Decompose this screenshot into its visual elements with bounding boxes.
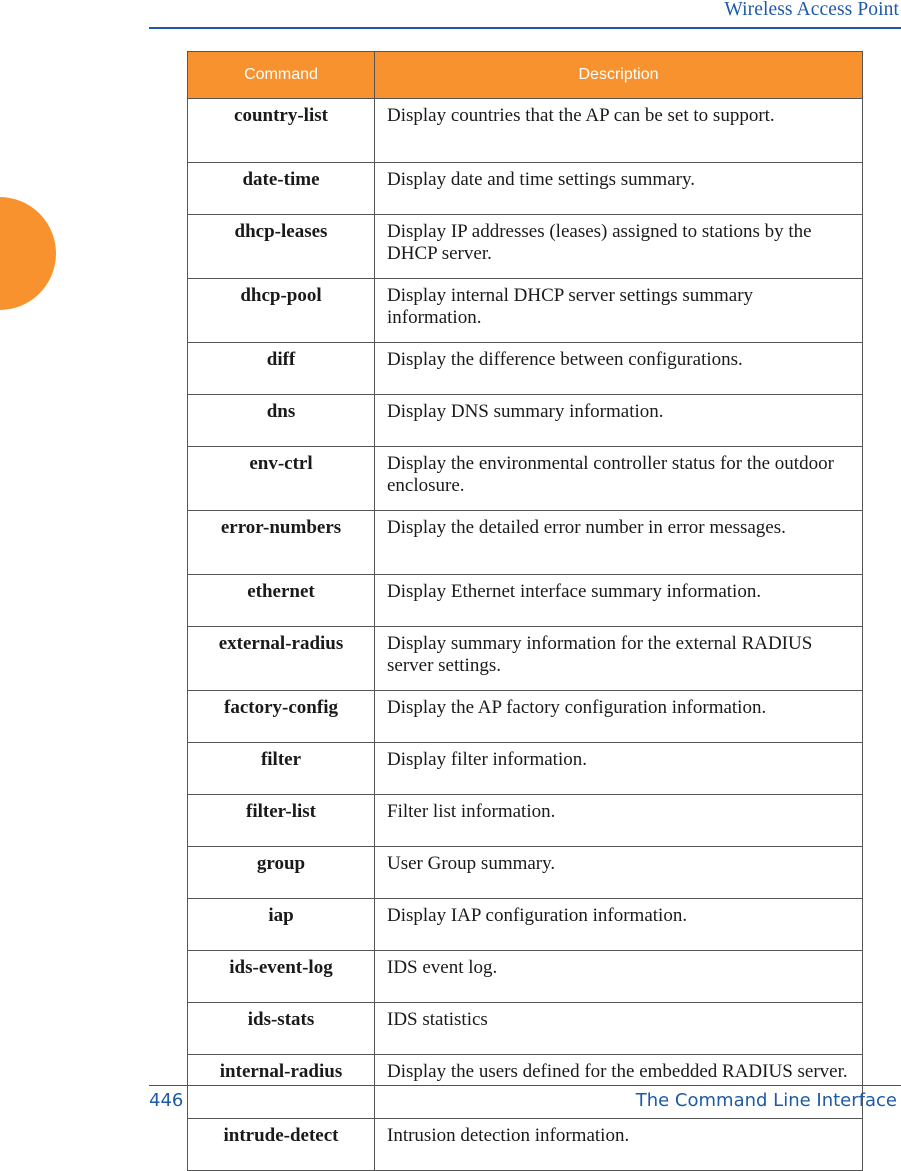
page-number: 446: [149, 1090, 184, 1111]
command-cell: iap: [188, 899, 375, 951]
description-cell: Display IP addresses (leases) assigned to stations by the DHCP server.: [375, 215, 863, 279]
table-row: [188, 215, 863, 279]
command-table: [187, 51, 863, 1171]
table-row: [188, 951, 863, 1003]
command-cell: dhcp-pool: [188, 279, 375, 343]
command-cell: country-list: [188, 99, 375, 163]
command-cell: error-numbers: [188, 511, 375, 575]
footer-divider: [149, 1085, 901, 1086]
description-cell: IDS statistics: [375, 1003, 863, 1055]
table-row: [188, 99, 863, 163]
footer-section-title: The Command Line Interface: [635, 1090, 897, 1111]
table-row: [188, 511, 863, 575]
command-cell: filter-list: [188, 795, 375, 847]
command-cell: env-ctrl: [188, 447, 375, 511]
chapter-tab-marker: [0, 197, 56, 310]
command-cell: internal-radius: [188, 1055, 375, 1119]
command-cell: diff: [188, 343, 375, 395]
table-row: [188, 1119, 863, 1171]
table-row: [188, 627, 863, 691]
description-cell: Display the AP factory configuration information.: [375, 691, 863, 743]
description-cell: Intrusion detection information.: [375, 1119, 863, 1171]
column-header-command: Command: [188, 52, 375, 99]
command-cell: external-radius: [188, 627, 375, 691]
table-row: [188, 447, 863, 511]
command-cell: date-time: [188, 163, 375, 215]
description-cell: Filter list information.: [375, 795, 863, 847]
page-header-title: Wireless Access Point: [724, 0, 899, 20]
table-row: [188, 343, 863, 395]
description-cell: Display date and time settings summary.: [375, 163, 863, 215]
table-row: [188, 847, 863, 899]
description-cell: Display Ethernet interface summary information.: [375, 575, 863, 627]
table-row: [188, 795, 863, 847]
description-cell: Display summary information for the external RADIUS server settings.: [375, 627, 863, 691]
description-cell: User Group summary.: [375, 847, 863, 899]
description-cell: Display the difference between configurations.: [375, 343, 863, 395]
description-cell: Display IAP configuration information.: [375, 899, 863, 951]
description-cell: Display internal DHCP server settings summary information.: [375, 279, 863, 343]
command-cell: dhcp-leases: [188, 215, 375, 279]
command-cell: filter: [188, 743, 375, 795]
table-row: [188, 743, 863, 795]
description-cell: Display the users defined for the embedded RADIUS server.: [375, 1055, 863, 1119]
command-cell: factory-config: [188, 691, 375, 743]
table-row: [188, 899, 863, 951]
column-header-description: Description: [375, 52, 863, 99]
description-cell: Display DNS summary information.: [375, 395, 863, 447]
table-header-row: [188, 52, 863, 99]
description-cell: IDS event log.: [375, 951, 863, 1003]
description-cell: Display filter information.: [375, 743, 863, 795]
table-row: [188, 691, 863, 743]
table-row: [188, 163, 863, 215]
command-cell: intrude-detect: [188, 1119, 375, 1171]
table-row: [188, 1003, 863, 1055]
command-cell: ids-event-log: [188, 951, 375, 1003]
command-cell: ids-stats: [188, 1003, 375, 1055]
command-cell: dns: [188, 395, 375, 447]
header-divider: [149, 27, 901, 29]
table-row: [188, 395, 863, 447]
table-row: [188, 279, 863, 343]
command-cell: ethernet: [188, 575, 375, 627]
description-cell: Display the detailed error number in error messages.: [375, 511, 863, 575]
description-cell: Display countries that the AP can be set to support.: [375, 99, 863, 163]
table-row: [188, 575, 863, 627]
command-cell: group: [188, 847, 375, 899]
description-cell: Display the environmental controller status for the outdoor enclosure.: [375, 447, 863, 511]
